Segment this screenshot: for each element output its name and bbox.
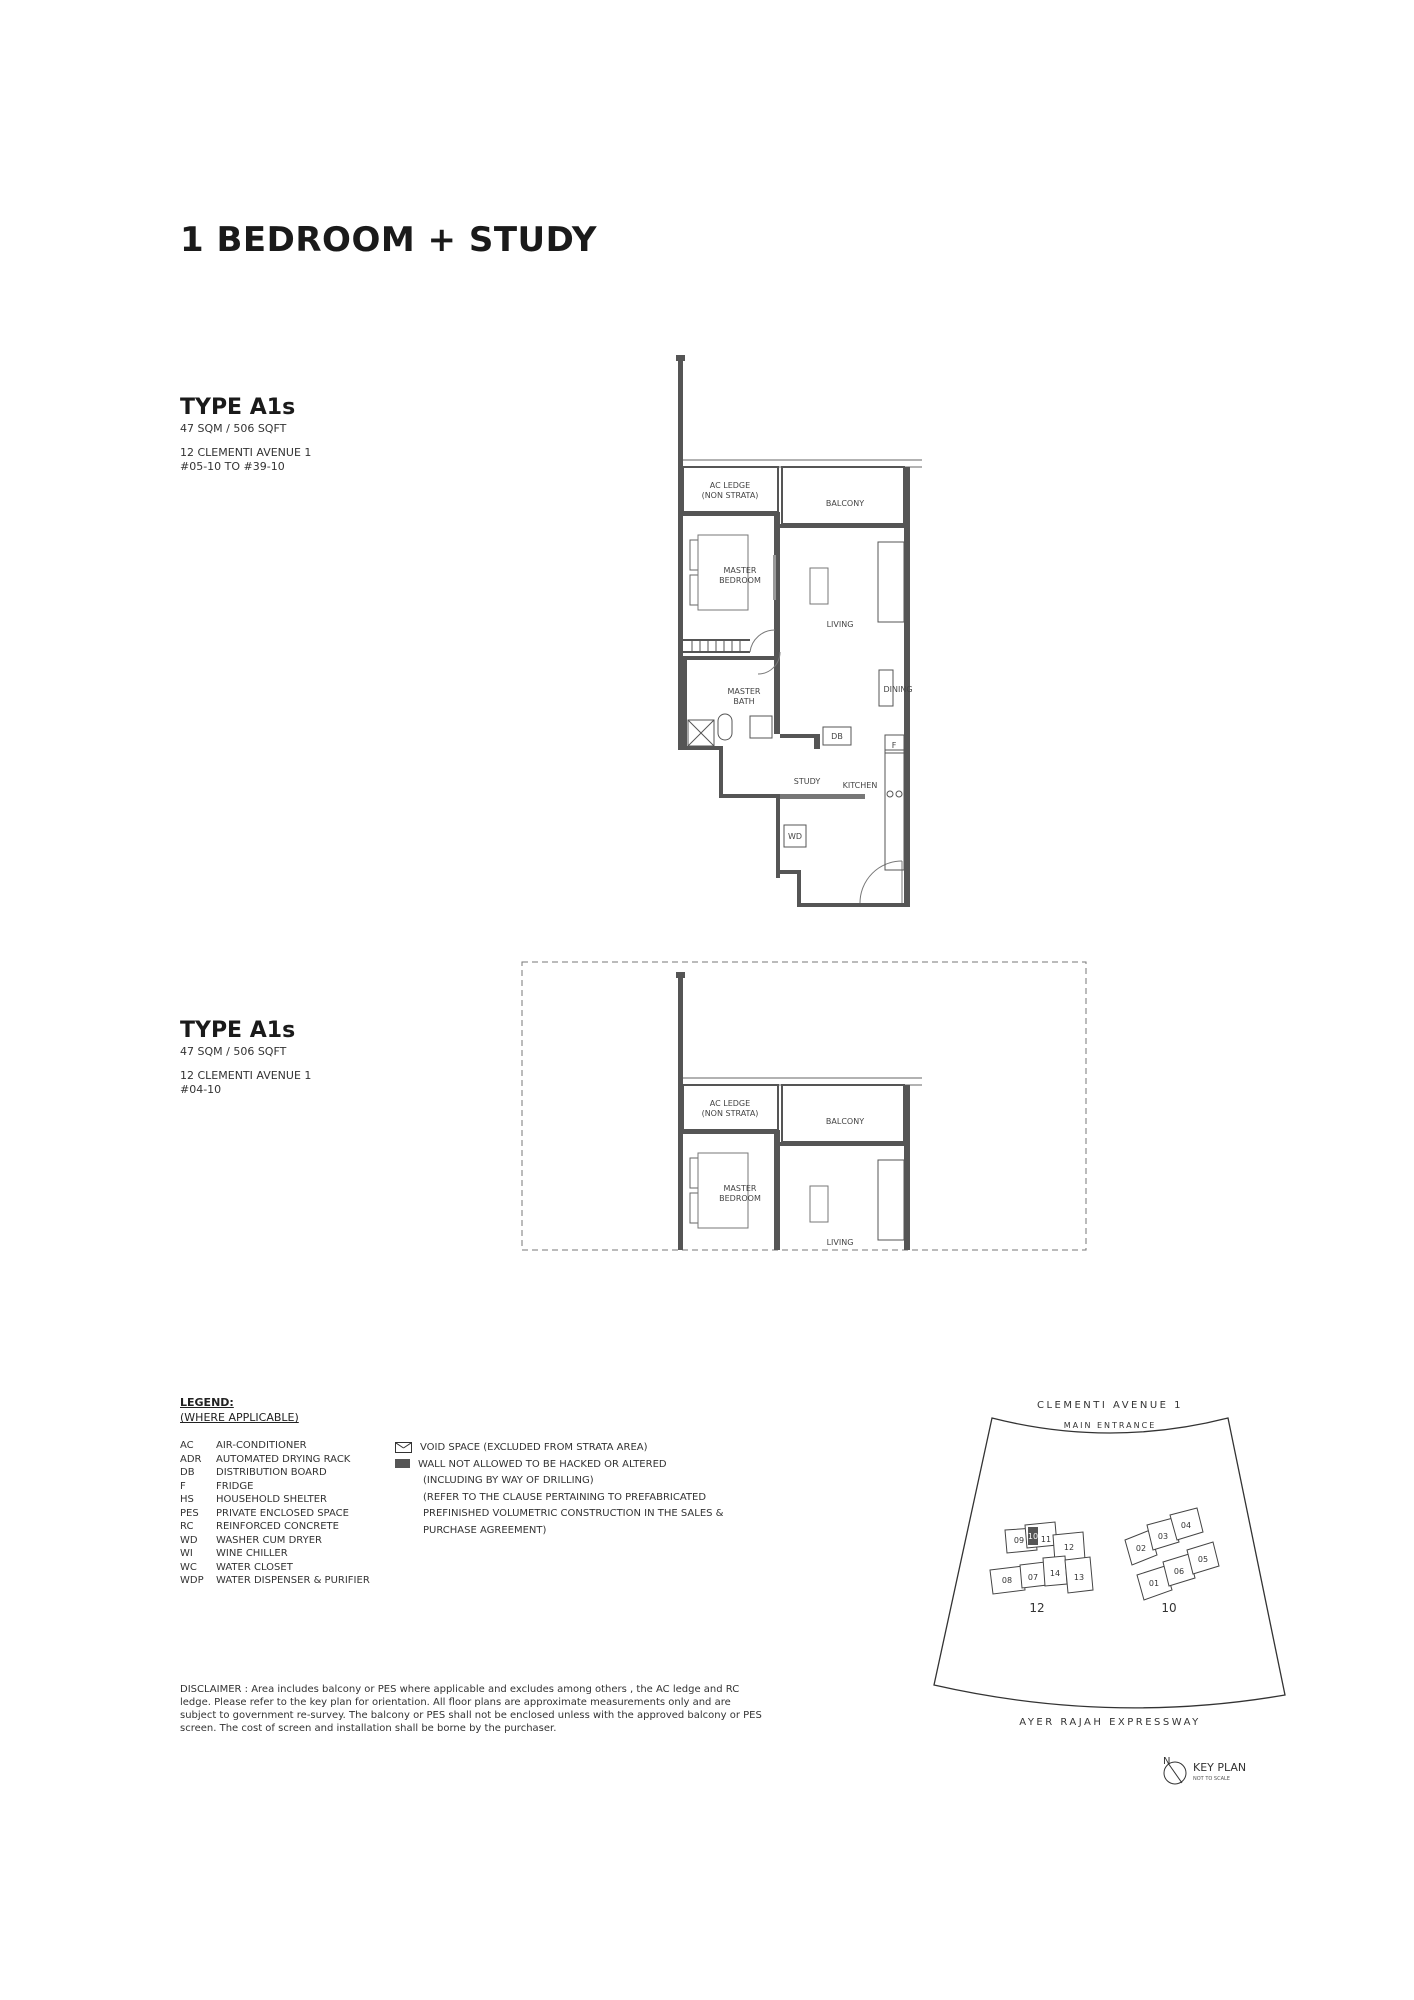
room2-ac-ledge-1: AC LEDGE [709, 1099, 751, 1108]
legend-desc: WINE CHILLER [216, 1548, 288, 1559]
key-plan [925, 1390, 1295, 1785]
wall-note-1: (INCLUDING BY WAY OF DRILLING) [423, 1475, 594, 1486]
page-title: 1 BEDROOM + STUDY [180, 220, 597, 260]
void-space-row [395, 1440, 775, 1457]
block12-unit-7: 13 [1073, 1573, 1085, 1582]
key-plan-main-entrance: MAIN ENTRANCE [1063, 1421, 1157, 1430]
wall-note-3: PREFINISHED VOLUMETRIC CONSTRUCTION IN THE SALES & [423, 1508, 724, 1519]
legend-desc: WASHER CUM DRYER [216, 1534, 322, 1546]
room2-living: LIVING [826, 1238, 854, 1247]
block10-unit-3: 01 [1148, 1579, 1160, 1588]
legend [180, 1396, 406, 1586]
room-fridge: F [891, 741, 897, 750]
room-master-bedroom-1: MASTER [723, 566, 757, 575]
legend-desc: DISTRIBUTION BOARD [216, 1467, 327, 1478]
plan2-type-title: TYPE A1s [180, 1018, 296, 1043]
plan1-type-title: TYPE A1s [180, 395, 296, 420]
room-db: DB [831, 732, 843, 741]
block10-unit-4: 06 [1173, 1567, 1185, 1576]
legend-desc: REINFORCED CONCRETE [216, 1521, 339, 1532]
legend-code: WI [180, 1548, 193, 1559]
room2-balcony: BALCONY [825, 1117, 865, 1126]
block12-unit-1: 10 [1027, 1532, 1039, 1541]
legend-code: WC [180, 1561, 197, 1573]
plan1-address: 12 CLEMENTI AVENUE 1 [180, 446, 312, 459]
legend-desc: WATER CLOSET [216, 1561, 293, 1573]
legend-code: HS [180, 1494, 194, 1505]
wall-icon [395, 1459, 410, 1468]
legend-code: DB [180, 1467, 195, 1478]
block12-unit-3: 12 [1063, 1543, 1075, 1552]
block10-unit-1: 03 [1157, 1532, 1169, 1541]
legend-code: RC [180, 1521, 194, 1532]
block12-unit-4: 08 [1001, 1576, 1013, 1585]
floor-plan-1 [660, 350, 940, 920]
legend-heading: LEGEND: [180, 1396, 234, 1409]
plan1-units: #05-10 TO #39-10 [180, 460, 285, 473]
room-ac-ledge-2: (NON STRATA) [701, 491, 759, 500]
legend-code: WD [180, 1534, 198, 1546]
disclaimer: DISCLAIMER : Area includes balcony or PES where applicable and excludes among others , the AC ledge and RC ledge. Please refer to the key plan for orientation. All floor plans are approximate measurements only and are subject to government re-survey. The balcony or PES shall not be enclosed unless with the approved balcony or PES screen. The cost of screen and installation shall be borne by the purchaser. [180, 1684, 762, 1734]
block12-unit-0: 09 [1013, 1536, 1025, 1545]
room-kitchen: KITCHEN [842, 781, 878, 790]
room2-master-bedroom-1: MASTER [723, 1184, 757, 1193]
void-space-text: VOID SPACE (EXCLUDED FROM STRATA AREA) [420, 1442, 648, 1453]
wall-note-row [395, 1457, 775, 1474]
legend-code: ADR [180, 1453, 202, 1465]
room-master-bath-2: BATH [733, 697, 755, 706]
legend-desc: FRIDGE [216, 1480, 254, 1492]
room-study: STUDY [793, 777, 821, 786]
legend-code: F [180, 1480, 186, 1492]
legend-code: AC [180, 1440, 194, 1451]
room-dining: DINING [883, 685, 913, 694]
block12-unit-2: 11 [1040, 1535, 1052, 1544]
room-balcony: BALCONY [825, 499, 865, 508]
legend-desc: AUTOMATED DRYING RACK [216, 1453, 351, 1465]
legend-desc: HOUSEHOLD SHELTER [216, 1494, 327, 1505]
room-master-bath-1: MASTER [727, 687, 761, 696]
block-10-label: 10 [1161, 1601, 1177, 1615]
legend-subheading: (WHERE APPLICABLE) [180, 1411, 299, 1424]
void-space-icon [395, 1442, 412, 1453]
block-12-label: 12 [1029, 1601, 1045, 1615]
block10-unit-0: 02 [1135, 1544, 1147, 1553]
plan2-address: 12 CLEMENTI AVENUE 1 [180, 1069, 312, 1082]
legend-notes [395, 1440, 775, 1539]
room2-master-bedroom-2: BEDROOM [719, 1194, 761, 1203]
legend-desc: PRIVATE ENCLOSED SPACE [216, 1507, 349, 1519]
room-ac-ledge-1: AC LEDGE [709, 481, 751, 490]
legend-list [180, 1440, 406, 1586]
room2-ac-ledge-2: (NON STRATA) [701, 1109, 759, 1118]
legend-desc: WATER DISPENSER & PURIFIER [216, 1575, 370, 1586]
room-wd: WD [787, 832, 803, 841]
room-master-bedroom-2: BEDROOM [719, 576, 761, 585]
plan1-area: 47 SQM / 506 SQFT [180, 422, 287, 435]
wall-note-2: (REFER TO THE CLAUSE PERTAINING TO PREFABRICATED [423, 1491, 707, 1503]
legend-code: WDP [180, 1575, 204, 1586]
key-plan-road-top: CLEMENTI AVENUE 1 [1036, 1400, 1184, 1411]
block10-unit-5: 05 [1197, 1555, 1209, 1564]
room-living: LIVING [826, 620, 854, 629]
block10-unit-2: 04 [1180, 1521, 1192, 1530]
key-plan-road-bottom: AYER RAJAH EXPRESSWAY [1019, 1717, 1201, 1728]
wall-note-4: PURCHASE AGREEMENT) [423, 1524, 547, 1536]
legend-code: PES [180, 1507, 199, 1519]
plan2-units: #04-10 [180, 1083, 222, 1096]
block12-unit-5: 07 [1027, 1573, 1039, 1582]
north-label: N [1163, 1756, 1171, 1767]
wall-note-0: WALL NOT ALLOWED TO BE HACKED OR ALTERED [418, 1458, 667, 1470]
key-plan-sublabel: NOT TO SCALE [1193, 1776, 1230, 1782]
key-plan-label: KEY PLAN [1193, 1761, 1247, 1774]
plan2-area: 47 SQM / 506 SQFT [180, 1045, 287, 1058]
plan1-info [180, 395, 311, 474]
legend-desc: AIR-CONDITIONER [216, 1440, 307, 1451]
plan2-info [180, 1018, 311, 1097]
floor-plan-2 [520, 960, 1090, 1260]
block12-unit-6: 14 [1049, 1569, 1061, 1578]
